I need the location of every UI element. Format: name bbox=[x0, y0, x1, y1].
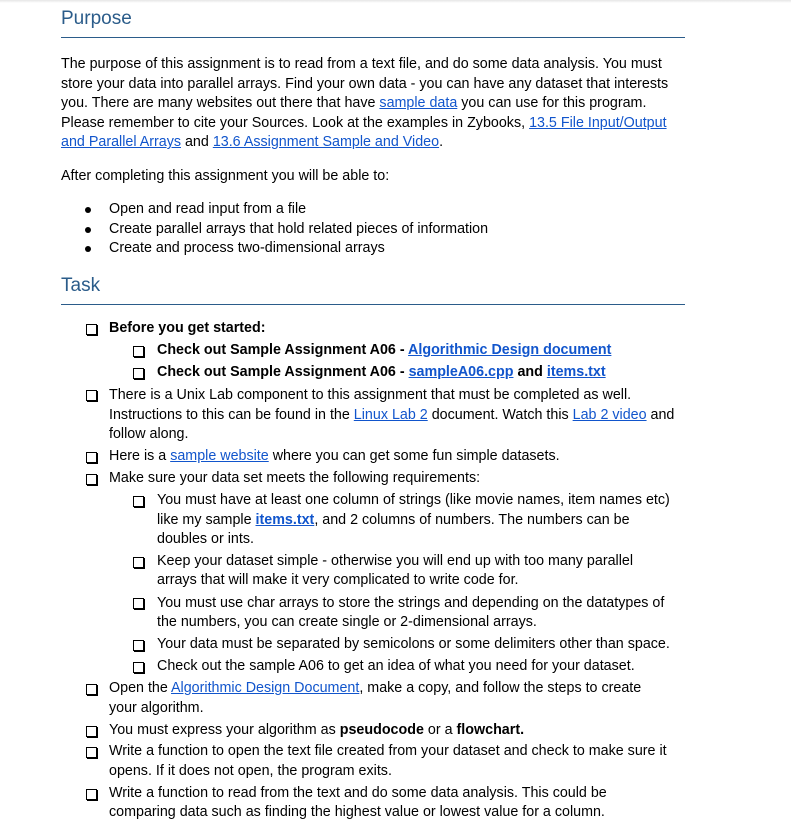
checkbox-icon[interactable] bbox=[133, 496, 144, 507]
open-doc-end: , make a copy, and follow the steps to create bbox=[359, 680, 642, 696]
checkbox-icon[interactable] bbox=[133, 662, 144, 673]
checkbox-icon[interactable] bbox=[133, 557, 144, 568]
bullet-icon bbox=[85, 246, 91, 252]
express-text: You must express your algorithm as bbox=[109, 722, 340, 738]
checkbox-icon[interactable] bbox=[86, 324, 97, 335]
purpose-line-4 bbox=[61, 114, 691, 134]
req-2-line-1: Keep your dataset simple - otherwise you will end up with too many parallel bbox=[157, 553, 634, 569]
after-completing-text: After completing this assignment you will be able to: bbox=[61, 168, 390, 184]
list-item bbox=[85, 200, 705, 220]
task-heading-text: Task bbox=[61, 275, 101, 296]
zybooks-13-6-link[interactable]: 13.6 Assignment Sample and Video bbox=[212, 134, 440, 150]
bullet-icon bbox=[85, 207, 91, 213]
open-doc-line-2: your algorithm. bbox=[109, 700, 204, 716]
check-algorithmic-design bbox=[157, 341, 611, 361]
purpose-line-2: store your data into parallel arrays. Find your own data - you can have any dataset that interests bbox=[61, 75, 669, 92]
list-item-text: Create and process two-dimensional arrays bbox=[109, 240, 385, 256]
purpose-line-3-end: you can use for this program. bbox=[457, 95, 647, 111]
req-1-line-2-end: , and 2 columns of numbers. The numbers can be bbox=[314, 512, 630, 528]
algorithmic-design-link[interactable]: Algorithmic Design document bbox=[408, 342, 612, 358]
top-edge-shadow bbox=[0, 0, 791, 3]
checkbox-icon[interactable] bbox=[86, 452, 97, 463]
unix-lab-line-2 bbox=[109, 406, 674, 426]
req-1-line-2 bbox=[157, 511, 630, 531]
unix-lab-line-1: There is a Unix Lab component to this assignment that must be completed as well. bbox=[109, 387, 632, 403]
express-algorithm-line bbox=[109, 721, 524, 741]
checkbox-icon[interactable] bbox=[133, 346, 144, 357]
req-4-line: Your data must be separated by semicolons or some delimiters other than space. bbox=[157, 636, 670, 652]
unix-lab-line-2-mid: document. Watch this bbox=[427, 407, 573, 423]
req-1-line-1: You must have at least one column of strings (like movie names, item names etc) bbox=[157, 492, 670, 508]
list-item bbox=[85, 239, 705, 259]
samplea06-cpp-link[interactable]: sampleA06.cpp bbox=[408, 364, 514, 380]
purpose-line-5-mid: and bbox=[181, 134, 213, 150]
learning-goals-list bbox=[85, 200, 705, 259]
purpose-paragraph bbox=[61, 55, 691, 153]
items-txt-link[interactable]: items.txt bbox=[255, 512, 315, 528]
check-1-text: Check out Sample Assignment A06 - bbox=[157, 342, 409, 358]
zybooks-13-5-link-cont[interactable]: and Parallel Arrays bbox=[61, 134, 181, 150]
checkbox-icon[interactable] bbox=[133, 598, 144, 609]
items-txt-link[interactable]: items.txt bbox=[546, 364, 606, 380]
write-open-line-2: opens. If it does not open, the program exits. bbox=[109, 763, 392, 779]
open-doc-text: Open the bbox=[109, 680, 172, 696]
unix-lab-line-3: follow along. bbox=[109, 426, 189, 442]
checkbox-icon[interactable] bbox=[86, 789, 97, 800]
check-2-mid: and bbox=[513, 364, 547, 380]
linux-lab-2-link[interactable]: Linux Lab 2 bbox=[353, 407, 428, 423]
list-item-text: Create parallel arrays that hold related pieces of information bbox=[109, 220, 489, 237]
check-2-text: Check out Sample Assignment A06 - bbox=[157, 364, 409, 380]
purpose-heading bbox=[61, 8, 685, 38]
list-item bbox=[85, 220, 705, 240]
zybooks-13-5-link[interactable]: 13.5 File Input/Output bbox=[529, 114, 667, 131]
sample-website-text: Here is a bbox=[109, 448, 171, 464]
checkbox-icon[interactable] bbox=[86, 474, 97, 485]
sample-website-link[interactable]: sample website bbox=[170, 448, 269, 464]
sample-website-line bbox=[109, 447, 560, 467]
check-sample-files bbox=[157, 363, 606, 383]
purpose-heading-rule bbox=[61, 37, 685, 38]
write-read-line-2: comparing data such as finding the highest value or lowest value for a column. bbox=[109, 804, 605, 820]
pseudocode-text: pseudocode bbox=[339, 722, 424, 738]
req-5-line: Check out the sample A06 to get an idea of what you need for your dataset. bbox=[157, 658, 635, 674]
purpose-line-4-text: Please remember to cite your Sources. Look at the examples in Zybooks, bbox=[61, 114, 530, 131]
make-sure-line: Make sure your data set meets the following requirements: bbox=[109, 470, 481, 486]
unix-lab-line-2-text: Instructions to this can be found in the bbox=[109, 407, 354, 423]
lab-2-video-link[interactable]: Lab 2 video bbox=[572, 407, 647, 423]
algorithmic-design-document-link[interactable]: Algorithmic Design Document bbox=[171, 680, 360, 696]
checkbox-icon[interactable] bbox=[133, 368, 144, 379]
flowchart-text: flowchart. bbox=[456, 722, 525, 738]
purpose-line-1: The purpose of this assignment is to read from a text file, and do some data analysis. You must bbox=[61, 56, 662, 72]
write-open-line-1: Write a function to open the text file created from your dataset and check to make sure it bbox=[109, 743, 667, 759]
task-heading-rule bbox=[61, 304, 685, 305]
req-2-line-2: arrays that will make it very complicated to write code for. bbox=[157, 572, 519, 588]
req-1-line-2-text: like my sample bbox=[157, 512, 256, 528]
req-3-line-2: the numbers, you can create single or 2-dimensional arrays. bbox=[157, 614, 537, 630]
open-doc-line-1 bbox=[109, 679, 641, 699]
checkbox-icon[interactable] bbox=[133, 640, 144, 651]
purpose-line-3 bbox=[61, 94, 691, 114]
bullet-icon bbox=[85, 227, 91, 233]
express-or-text: or a bbox=[423, 722, 457, 738]
purpose-line-5-end: . bbox=[439, 134, 444, 150]
checkbox-icon[interactable] bbox=[86, 747, 97, 758]
purpose-line-3-text: you. There are many websites out there that have bbox=[61, 95, 380, 111]
unix-lab-line-2-end: and bbox=[646, 407, 675, 423]
sample-data-link[interactable]: sample data bbox=[379, 95, 458, 111]
write-read-line-1: Write a function to read from the text and do some data analysis. This could be bbox=[109, 785, 607, 801]
before-started-text: Before you get started: bbox=[109, 320, 266, 336]
checkbox-icon[interactable] bbox=[86, 684, 97, 695]
task-heading bbox=[61, 275, 685, 305]
sample-website-end: where you can get some fun simple datasets. bbox=[268, 448, 560, 464]
checkbox-icon[interactable] bbox=[86, 726, 97, 737]
purpose-line-5 bbox=[61, 133, 691, 153]
list-item-text: Open and read input from a file bbox=[109, 201, 307, 217]
req-3-line-1: You must use char arrays to store the strings and depending on the datatypes of bbox=[157, 595, 665, 611]
checkbox-icon[interactable] bbox=[86, 390, 97, 401]
req-1-line-3: doubles or ints. bbox=[157, 531, 254, 547]
purpose-heading-text: Purpose bbox=[61, 8, 132, 29]
